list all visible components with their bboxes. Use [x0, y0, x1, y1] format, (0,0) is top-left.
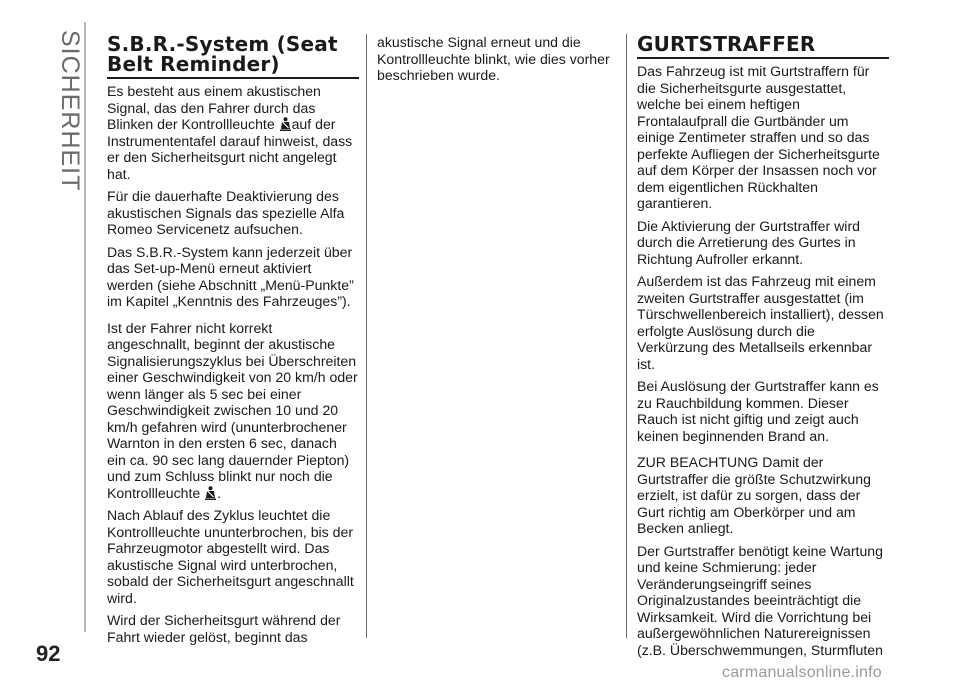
sbr-paragraph-6: Wird der Sicherheitsgurt während der Fahrt wieder gelöst, beginnt das: [107, 612, 341, 645]
gurtstraffer-title: GURTSTRAFFER: [637, 34, 889, 59]
column-1: [107, 34, 359, 651]
seatbelt-warning-icon: [280, 117, 291, 131]
gurtstraffer-paragraph-2: Die Aktivierung der Gurtstraffer wird durch die Arretierung des Gurtes in Richtung Aufroller erkannt.: [637, 217, 860, 267]
section-tab: [36, 30, 88, 192]
column-divider: [626, 34, 627, 638]
seatbelt-warning-icon: [205, 486, 216, 500]
column-3: [637, 34, 889, 664]
sbr-paragraph-4: Ist der Fahrer nicht korrekt angeschnallt, beginnt der akustische Signalisierungszyklus bei Überschreiten einer Geschwindigkeit von 20 km/h oder wenn länger als 5 sec bei einer Geschwindigkeit zwischen 10 und 20 km/h gefahren wird (ununterbrochener Warnton in den ersten 6 sec, danach ein ca. 90 sec lang dauernder Piepton) und zum Schluss blinkt nur noch die Kontrollleuchte .: [107, 319, 358, 501]
sbr-paragraph-2: Für die dauerhafte Deaktivierung des akustischen Signals das spezielle Alfa Romeo Servicenetz aufsuchen.: [107, 188, 345, 237]
column-2: [377, 34, 629, 90]
sbr-title: S.B.R.-System (Seat Belt Reminder): [107, 34, 359, 79]
page-number: 92: [36, 641, 61, 666]
section-tab-label: SICHERHEIT: [56, 30, 84, 192]
gurtstraffer-paragraph-3: Außerdem ist das Fahrzeug mit einem zweiten Gurtstraffer ausgestattet (im Türschwellenbereich installiert), dessen erfolgte Auslösung durch die Verkürzung des Metallseils erkennbar ist.: [637, 273, 884, 372]
sbr-paragraph-1: Es besteht aus einem akustischen Signal, das den Fahrer durch das Blinken der Kontrollleuchte auf der Instrumententafel darauf hinweist, dass er den Sicherheitsgurt nicht angelegt hat.: [107, 83, 353, 182]
gurtstraffer-paragraph-6: Der Gurtstraffer benötigt keine Wartung und keine Schmierung: jeder Veränderungseingriff seines Originalzustandes beeinträchtigt die Wirksamkeit. Wird die Vorrichtung bei außergewöhnlichen Naturereignissen (z.B. Überschwemmungen, Sturmfluten: [637, 542, 883, 658]
sbr-paragraph-3: Das S.B.R.-System kann jederzeit über das Set-up-Menü erneut aktiviert werden (siehe Abschnitt „Menü-Punkte” im Kapitel „Kenntnis des Fahrzeuges”).: [107, 243, 354, 309]
column-divider: [366, 34, 367, 638]
sbr-paragraph-5: Nach Ablauf des Zyklus leuchtet die Kontrollleuchte ununterbrochen, bis der Fahrzeugmotor abgestellt wird. Das akustische Signal wird unterbrochen, sobald der Sicherheitsgurt angeschnallt wird.: [107, 507, 354, 606]
watermark: carmanualsonline.info: [722, 664, 882, 681]
side-rule: [84, 22, 86, 632]
gurtstraffer-paragraph-1: Das Fahrzeug ist mit Gurtstraffern für die Sicherheitsgurte ausgestattet, welche bei einem heftigen Frontalaufprall die Gurtbänder um einige Zentimeter straffen und so das perfekte Aufliegen der Sicherheitsgurte auf dem Körper der Insassen noch vor dem eigentlichen Rückhalten garantieren.: [637, 63, 880, 211]
gurtstraffer-paragraph-4: Bei Auslösung der Gurtstraffer kann es zu Rauchbildung kommen. Dieser Rauch ist nicht giftig und zeigt auch keinen beginnenden Brand an.: [637, 378, 879, 444]
sbr-continued-paragraph: akustische Signal erneut und die Kontrollleuchte blinkt, wie dies vorher beschrieben wurde.: [377, 34, 610, 83]
gurtstraffer-note: ZUR BEACHTUNG Damit der Gurtstraffer die größte Schutzwirkung erzielt, ist dafür zu sorgen, dass der Gurt richtig am Oberkörper und am Becken anliegt.: [637, 454, 871, 536]
